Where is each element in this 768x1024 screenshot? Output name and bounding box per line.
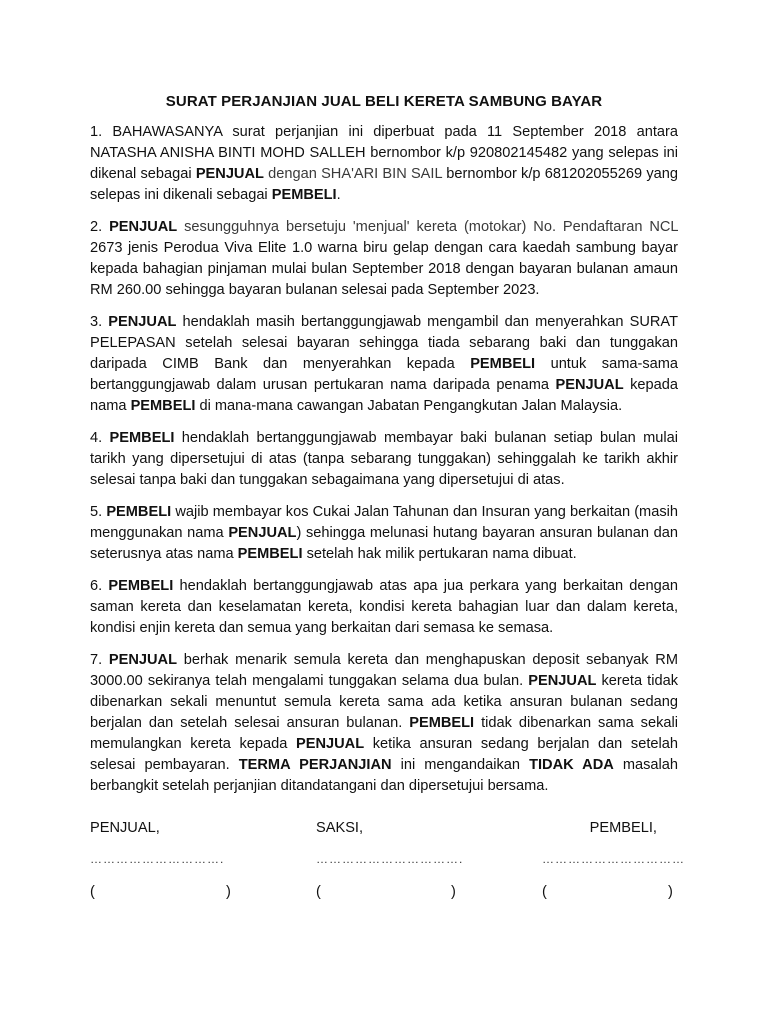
signature-name-brackets	[90, 884, 678, 906]
witness-signature-line: …………………………….	[316, 852, 464, 866]
buyer-name-open-bracket: (	[542, 884, 547, 900]
clause-text: berhak menarik semula kereta dan menghapuskan deposit sebanyak RM 3000.00 sekiranya telah mengalami tunggakan selama dua bulan.	[90, 652, 678, 689]
party-term: PENJUAL	[195, 166, 264, 182]
clause-text: 2673 jenis Perodua Viva Elite 1.0 warna biru gelap dengan cara kaedah sambung bayar kepada bahagian pinjaman mulai bulan September 2018 dengan bayaran bulanan amaun RM 260.00 sehingga bayaran bulanan selesai pada September 2023.	[90, 240, 678, 298]
agreement-body	[90, 122, 678, 808]
party-term: TERMA PERJANJIAN	[238, 757, 392, 773]
party-term: PENJUAL	[109, 219, 178, 235]
clause-text: ketika ansuran sedang berjalan dan setelah selesai pembayaran.	[90, 736, 678, 773]
clause-text: 7.	[90, 652, 109, 668]
party-term: PENJUAL	[528, 673, 597, 689]
witness-name-open-bracket: (	[316, 884, 321, 900]
party-term: PEMBELI	[106, 504, 172, 520]
clause-text: hendaklah bertanggungjawab atas apa jua perkara yang berkaitan dengan saman kereta dan keselamatan kereta, kondisi kereta bahagian luar dan dalam kereta, kondisi enjin kereta dan semua yang berkaitan dari semasa ke semasa.	[90, 578, 678, 636]
clause-text: 1. BAHAWASANYA surat perjanjian ini diperbuat pada 11 September 2018 antara NATASHA ANISHA BINTI MOHD SALLEH bernombor k/p 920802145482 yang selepas ini dikenal sebagai	[90, 124, 678, 182]
party-term: PENJUAL	[296, 736, 365, 752]
buyer-name-close-bracket: )	[668, 884, 673, 900]
party-term: PENJUAL	[228, 525, 297, 541]
party-term: PEMBELI	[109, 430, 175, 446]
clause-text: tidak dibenarkan sama sekali memulangkan kereta kepada	[90, 715, 678, 752]
clause-text: 6.	[90, 578, 109, 594]
signature-lines	[90, 852, 685, 872]
clause-text: sesungguhnya bersetuju 'menjual' kereta (motokar) No. Pendaftaran NCL	[177, 219, 678, 235]
clause-text: hendaklah masih bertanggungjawab mengambil dan menyerahkan SURAT PELEPASAN setelah selesai bayaran sehingga tiada sebarang baki dan tunggakan daripada CIMB Bank dan menyerahkan kepada	[90, 314, 678, 372]
witness-name-close-bracket: )	[451, 884, 456, 900]
clause-text: ini mengandaikan	[391, 757, 530, 773]
clause-text: di mana-mana cawangan Jabatan Pengangkutan Jalan Malaysia.	[195, 398, 623, 414]
clause-3	[90, 312, 678, 417]
clause-4	[90, 428, 678, 491]
clause-6	[90, 576, 678, 639]
signature-labels	[90, 820, 678, 842]
clause-text: dengan SHA'ARI BIN SAIL	[263, 166, 443, 182]
clause-5	[90, 502, 678, 565]
clause-text: setelah hak milik pertukaran nama dibuat.	[302, 546, 577, 562]
party-term: PEMBELI	[108, 578, 174, 594]
clause-text: 2.	[90, 219, 110, 235]
party-term: PENJUAL	[555, 377, 624, 393]
clause-text: ) sehingga melunasi hutang bayaran ansuran bulanan dan seterusnya atas nama	[90, 525, 678, 562]
clause-text: 5.	[90, 504, 107, 520]
clause-text: kepada nama	[90, 377, 678, 414]
document-title: SURAT PERJANJIAN JUAL BELI KERETA SAMBUNG BAYAR	[165, 93, 603, 110]
seller-name-open-bracket: (	[90, 884, 95, 900]
witness-signature-label: SAKSI,	[316, 820, 364, 836]
buyer-signature-label: PEMBELI,	[589, 820, 657, 836]
seller-signature-label: PENJUAL,	[90, 820, 160, 836]
seller-name-close-bracket: )	[226, 884, 231, 900]
party-term: PEMBELI	[130, 398, 196, 414]
party-term: PENJUAL	[108, 314, 177, 330]
clause-text: .	[336, 187, 341, 203]
clause-text: masalah berbangkit setelah perjanjian ditandatangani dan dipersetujui bersama.	[90, 757, 678, 794]
seller-signature-line: ………………………….	[90, 852, 225, 866]
party-term: PEMBELI	[271, 187, 337, 203]
party-term: PENJUAL	[108, 652, 178, 668]
party-term: PEMBELI	[409, 715, 475, 731]
buyer-signature-line: ……………………………	[542, 852, 685, 866]
clause-2	[90, 217, 678, 301]
clause-text: 3.	[90, 314, 109, 330]
clause-1	[90, 122, 678, 206]
clause-text: wajib membayar kos Cukai Jalan Tahunan dan Insuran yang berkaitan (masih menggunakan nama	[90, 504, 678, 541]
clause-text: bernombor k/p 681202055269 yang selepas ini dikenali sebagai	[90, 166, 678, 203]
clause-text: 4.	[90, 430, 110, 446]
party-term: TIDAK ADA	[529, 757, 614, 773]
party-term: PEMBELI	[237, 546, 303, 562]
clause-text: untuk sama-sama bertanggungjawab dalam urusan pertukaran nama daripada penama	[90, 356, 679, 393]
clause-text: hendaklah bertanggungjawab membayar baki bulanan setiap bulan mulai tarikh yang dipersetujui di atas (tanpa sebarang tunggakan) sehinggalah ke tarikh akhir selesai tanpa baki dan tunggakan sebagaimana yang dipersetujui di atas.	[90, 430, 678, 488]
party-term: PEMBELI	[470, 356, 536, 372]
clause-7	[90, 650, 678, 797]
clause-text: kereta tidak dibenarkan sekali menuntut semula kereta sama ada ketika ansuran bulanan sedang berjalan dan setelah selesai ansuran bulanan.	[90, 673, 678, 731]
